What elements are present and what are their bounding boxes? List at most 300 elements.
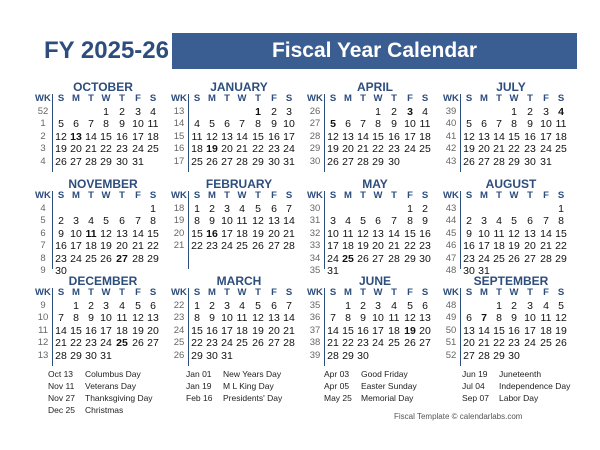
week-number: 36 xyxy=(309,312,321,324)
day-cell: 11 xyxy=(493,227,505,240)
day-cell: 12 xyxy=(132,312,144,325)
day-cell: 20 xyxy=(463,337,475,350)
day-cell: 28 xyxy=(357,155,369,168)
month-name: FEBRUARY xyxy=(205,177,273,191)
day-cell: 17 xyxy=(478,240,490,253)
weekday-header: T xyxy=(255,287,261,298)
week-number: 19 xyxy=(173,215,185,227)
week-row xyxy=(171,106,293,118)
day-cell: 22 xyxy=(191,240,203,253)
day-cell: 23 xyxy=(357,337,369,350)
week-number: 50 xyxy=(445,324,457,336)
holiday-date: Apr 05 xyxy=(324,381,350,391)
day-cell: 14 xyxy=(85,130,97,143)
week-number: 13 xyxy=(173,106,185,117)
weekday-header: S xyxy=(285,93,293,104)
week-row xyxy=(35,350,157,362)
weekday-header: M xyxy=(480,93,488,104)
day-cell: 3 xyxy=(543,106,549,118)
holiday-name: Christmas xyxy=(85,405,124,415)
day-cell: 3 xyxy=(135,106,141,118)
day-cell: 31 xyxy=(100,349,112,362)
weekday-header: S xyxy=(465,287,473,298)
day-cell: 22 xyxy=(404,240,416,253)
day-cell: 7 xyxy=(239,118,245,131)
day-cell: 27 xyxy=(524,252,536,265)
month-name: JULY xyxy=(496,80,526,94)
weekday-header: S xyxy=(193,190,201,201)
day-cell: 30 xyxy=(508,349,520,362)
holiday-date: Nov 11 xyxy=(48,381,75,391)
day-cell: 5 xyxy=(466,118,472,131)
weekday-header: F xyxy=(271,287,277,298)
week-number: 52 xyxy=(37,106,49,117)
weekday-header: W xyxy=(509,287,519,298)
day-cell: 7 xyxy=(543,215,549,228)
holiday-name: Memorial Day xyxy=(361,393,414,403)
week-row xyxy=(443,300,565,312)
day-cell: 3 xyxy=(103,300,109,312)
day-cell: 4 xyxy=(194,118,200,131)
holiday-item xyxy=(48,392,153,404)
weekday-header: S xyxy=(285,287,293,298)
week-row xyxy=(443,337,565,349)
day-cell: 13 xyxy=(268,312,280,325)
day-cell: 29 xyxy=(404,252,416,265)
day-cell: 1 xyxy=(345,300,351,312)
day-cell: 11 xyxy=(236,312,248,325)
holiday-item xyxy=(462,368,570,380)
week-row xyxy=(171,240,293,252)
day-cell: 30 xyxy=(206,349,218,362)
day-cell: 16 xyxy=(206,227,218,240)
weekday-header: F xyxy=(407,93,413,104)
day-cell: 7 xyxy=(360,118,366,131)
day-cell: 15 xyxy=(70,324,82,337)
day-cell: 10 xyxy=(70,227,82,240)
day-cell: 24 xyxy=(327,252,339,265)
day-cell: 9 xyxy=(119,118,125,131)
day-cell: 23 xyxy=(206,240,218,253)
day-cell: 13 xyxy=(221,130,233,143)
day-cell: 4 xyxy=(239,300,245,312)
day-cell: 1 xyxy=(511,106,517,118)
week-row xyxy=(443,253,565,265)
day-cell: 5 xyxy=(58,118,64,131)
day-cell: 4 xyxy=(119,300,125,312)
day-cell: 26 xyxy=(100,252,112,265)
weekday-header: T xyxy=(88,93,94,104)
day-cell: 11 xyxy=(555,118,567,131)
day-cell: 26 xyxy=(55,155,67,168)
day-cell: 30 xyxy=(357,349,369,362)
weekday-header: S xyxy=(57,287,65,298)
day-cell: 21 xyxy=(55,337,67,350)
week-number-header: WK xyxy=(35,287,51,298)
day-cell: 10 xyxy=(327,227,339,240)
day-cell: 9 xyxy=(209,215,215,228)
day-cell: 23 xyxy=(524,143,536,156)
weekday-header: T xyxy=(224,287,230,298)
day-cell: 29 xyxy=(555,252,567,265)
weekday-header: T xyxy=(391,93,397,104)
week-row xyxy=(307,253,429,265)
day-cell: 6 xyxy=(150,300,156,312)
day-cell: 9 xyxy=(466,227,472,240)
day-cell: 14 xyxy=(478,324,490,337)
day-cell: 15 xyxy=(508,130,520,143)
day-cell: 18 xyxy=(116,324,128,337)
week-number: 33 xyxy=(309,240,321,252)
day-cell: 29 xyxy=(493,349,505,362)
weekday-header-row xyxy=(307,93,429,105)
week-number: 48 xyxy=(445,300,457,311)
day-cell: 6 xyxy=(527,215,533,228)
week-number: 39 xyxy=(445,106,457,117)
weekday-header: S xyxy=(421,93,429,104)
day-cell: 19 xyxy=(206,143,218,156)
week-number: 35 xyxy=(309,265,321,276)
day-cell: 4 xyxy=(496,215,502,228)
day-cell: 26 xyxy=(463,155,475,168)
month-name: AUGUST xyxy=(485,177,537,191)
day-cell: 16 xyxy=(85,324,97,337)
weekday-header: S xyxy=(149,287,157,298)
day-cell: 9 xyxy=(58,227,64,240)
week-number-header: WK xyxy=(443,190,459,201)
weekday-header: S xyxy=(149,190,157,201)
week-number: 20 xyxy=(173,227,185,239)
weekday-header: S xyxy=(329,190,337,201)
week-number-header: WK xyxy=(35,93,51,104)
weekday-header: M xyxy=(208,190,216,201)
day-cell: 14 xyxy=(493,130,505,143)
day-cell: 7 xyxy=(286,300,292,312)
day-cell: 17 xyxy=(372,324,384,337)
week-number: 16 xyxy=(173,143,185,155)
day-cell: 30 xyxy=(268,155,280,168)
holiday-column xyxy=(186,368,282,404)
month-name: OCTOBER xyxy=(73,80,133,94)
week-row xyxy=(307,325,429,337)
holiday-date: Jan 19 xyxy=(186,381,212,391)
day-cell: 21 xyxy=(283,227,295,240)
week-number: 46 xyxy=(445,240,457,252)
day-cell: 17 xyxy=(404,130,416,143)
week-row xyxy=(171,131,293,143)
week-row xyxy=(171,203,293,215)
day-cell: 10 xyxy=(524,312,536,325)
holiday-date: Sep 07 xyxy=(462,393,489,403)
weekday-header: T xyxy=(496,287,502,298)
week-number: 11 xyxy=(38,324,48,336)
weekday-header: M xyxy=(72,287,80,298)
weekday-header: S xyxy=(465,93,473,104)
day-cell: 13 xyxy=(70,130,82,143)
day-cell: 15 xyxy=(100,130,112,143)
day-cell: 29 xyxy=(191,349,203,362)
day-cell: 21 xyxy=(85,143,97,156)
day-cell: 14 xyxy=(327,324,339,337)
day-cell: 7 xyxy=(496,118,502,131)
day-cell: 20 xyxy=(342,143,354,156)
day-cell: 10 xyxy=(478,227,490,240)
day-cell: 3 xyxy=(527,300,533,312)
week-number: 3 xyxy=(40,143,46,155)
week-row xyxy=(171,228,293,240)
week-row xyxy=(35,240,157,252)
day-cell: 2 xyxy=(119,106,125,118)
week-row xyxy=(307,300,429,312)
day-cell: 3 xyxy=(330,215,336,228)
week-number: 21 xyxy=(173,240,185,252)
week-row xyxy=(443,228,565,240)
calendar-title-banner xyxy=(172,33,577,69)
day-cell: 17 xyxy=(100,324,112,337)
day-cell: 29 xyxy=(252,155,264,168)
day-cell: 31 xyxy=(221,349,233,362)
holiday-name: M L King Day xyxy=(223,381,274,391)
holiday-name: Columbus Day xyxy=(85,369,141,379)
holiday-date: Jan 01 xyxy=(186,369,212,379)
day-cell: 23 xyxy=(55,252,67,265)
day-cell: 9 xyxy=(360,312,366,325)
weekday-header: T xyxy=(527,190,533,201)
day-cell: 12 xyxy=(55,130,67,143)
day-cell: 12 xyxy=(327,130,339,143)
week-row xyxy=(35,106,157,118)
day-cell: 7 xyxy=(58,312,64,325)
day-cell: 31 xyxy=(283,155,295,168)
day-cell: 4 xyxy=(543,300,549,312)
week-number: 47 xyxy=(445,252,457,264)
footer-credit: Fiscal Template © calendarlabs.com xyxy=(394,412,523,421)
week-number: 23 xyxy=(173,312,185,324)
day-cell: 14 xyxy=(132,227,144,240)
day-cell: 4 xyxy=(150,106,156,118)
day-cell: 8 xyxy=(496,312,502,325)
day-cell: 19 xyxy=(508,240,520,253)
day-cell: 27 xyxy=(147,337,159,350)
day-cell: 14 xyxy=(283,312,295,325)
day-cell: 25 xyxy=(236,337,248,350)
day-cell: 8 xyxy=(375,118,381,131)
day-cell: 4 xyxy=(422,106,428,118)
weekday-header: M xyxy=(208,93,216,104)
week-row xyxy=(307,215,429,227)
week-row xyxy=(35,312,157,324)
week-row xyxy=(35,228,157,240)
holiday-name: Presidents' Day xyxy=(223,393,283,403)
day-cell: 17 xyxy=(132,130,144,143)
day-cell: 16 xyxy=(55,240,67,253)
day-cell: 25 xyxy=(191,155,203,168)
day-cell: 8 xyxy=(73,312,79,325)
day-cell: 12 xyxy=(508,227,520,240)
holiday-name: Good Friday xyxy=(361,369,408,379)
day-cell: 3 xyxy=(224,300,230,312)
day-cell: 11 xyxy=(85,227,97,240)
month-name: JUNE xyxy=(358,274,391,288)
day-cell: 26 xyxy=(206,155,218,168)
week-number: 37 xyxy=(309,324,321,336)
day-cell: 8 xyxy=(194,312,200,325)
day-cell: 18 xyxy=(191,143,203,156)
week-row xyxy=(35,300,157,312)
day-cell: 26 xyxy=(555,337,567,350)
week-number: 45 xyxy=(445,227,457,239)
day-cell: 10 xyxy=(404,118,416,131)
holiday-item xyxy=(462,380,570,392)
month-march xyxy=(171,274,293,369)
weekday-header: S xyxy=(193,93,201,104)
week-number: 26 xyxy=(173,349,185,361)
week-row xyxy=(443,143,565,155)
day-cell: 12 xyxy=(404,312,416,325)
holiday-item xyxy=(186,392,282,404)
day-cell: 19 xyxy=(463,143,475,156)
week-number: 28 xyxy=(309,130,321,142)
day-cell: 17 xyxy=(221,324,233,337)
holiday-date: Nov 27 xyxy=(48,393,75,403)
holiday-name: Veterans Day xyxy=(85,381,137,391)
week-number: 5 xyxy=(40,215,46,227)
month-name: SEPTEMBER xyxy=(473,274,549,288)
weekday-header: T xyxy=(119,190,125,201)
week-number: 39 xyxy=(309,349,321,361)
day-cell: 5 xyxy=(255,300,261,312)
day-cell: 14 xyxy=(283,215,295,228)
week-row xyxy=(35,156,157,168)
day-cell: 25 xyxy=(85,252,97,265)
day-cell: 18 xyxy=(236,324,248,337)
week-number: 27 xyxy=(309,118,321,130)
weekday-header: M xyxy=(72,93,80,104)
day-cell: 25 xyxy=(342,252,354,265)
holiday-item xyxy=(186,380,282,392)
day-cell: 23 xyxy=(268,143,280,156)
weekday-header-row xyxy=(443,93,565,105)
day-cell: 21 xyxy=(327,337,339,350)
weekday-header: S xyxy=(193,287,201,298)
week-row xyxy=(307,106,429,118)
day-cell: 18 xyxy=(342,240,354,253)
day-cell: 31 xyxy=(132,155,144,168)
weekday-header: T xyxy=(255,190,261,201)
day-cell: 25 xyxy=(540,337,552,350)
day-cell: 6 xyxy=(119,215,125,228)
day-cell: 15 xyxy=(252,130,264,143)
weekday-header: S xyxy=(285,190,293,201)
week-row xyxy=(307,143,429,155)
day-cell: 24 xyxy=(132,143,144,156)
month-october xyxy=(35,80,157,175)
day-cell: 25 xyxy=(236,240,248,253)
weekday-header: F xyxy=(271,190,277,201)
weekday-header: S xyxy=(557,190,565,201)
day-cell: 22 xyxy=(342,337,354,350)
day-cell: 24 xyxy=(70,252,82,265)
day-cell: 14 xyxy=(357,130,369,143)
day-cell: 26 xyxy=(327,155,339,168)
month-july xyxy=(443,80,565,175)
weekday-header-row xyxy=(171,93,293,105)
day-cell: 15 xyxy=(191,324,203,337)
day-cell: 3 xyxy=(286,106,292,118)
day-cell: 15 xyxy=(555,227,567,240)
day-cell: 16 xyxy=(357,324,369,337)
week-number: 30 xyxy=(309,203,321,214)
day-cell: 19 xyxy=(100,240,112,253)
weekday-header-row xyxy=(171,190,293,202)
weekday-header: T xyxy=(224,93,230,104)
weekday-header-row xyxy=(35,287,157,299)
day-cell: 7 xyxy=(330,312,336,325)
day-cell: 1 xyxy=(150,203,156,215)
week-row xyxy=(171,143,293,155)
week-number-header: WK xyxy=(307,287,323,298)
weekday-header: W xyxy=(237,287,247,298)
day-cell: 18 xyxy=(419,130,431,143)
week-row xyxy=(443,156,565,168)
day-cell: 20 xyxy=(147,324,159,337)
weekday-header: F xyxy=(135,190,141,201)
day-cell: 11 xyxy=(191,130,203,143)
day-cell: 30 xyxy=(419,252,431,265)
week-number: 38 xyxy=(309,337,321,349)
day-cell: 5 xyxy=(255,203,261,215)
day-cell: 27 xyxy=(116,252,128,265)
weekday-header: F xyxy=(407,287,413,298)
week-number: 25 xyxy=(173,337,185,349)
fiscal-year-label: FY 2025-26 xyxy=(44,37,169,64)
day-cell: 1 xyxy=(496,300,502,312)
day-cell: 21 xyxy=(236,143,248,156)
week-number: 29 xyxy=(309,143,321,155)
week-number: 4 xyxy=(40,155,46,167)
day-cell: 20 xyxy=(478,143,490,156)
week-number-header: WK xyxy=(443,287,459,298)
week-number: 12 xyxy=(37,337,49,349)
day-cell: 11 xyxy=(388,312,400,325)
day-cell: 23 xyxy=(116,143,128,156)
day-cell: 20 xyxy=(268,227,280,240)
day-cell: 6 xyxy=(271,300,277,312)
holiday-date: Apr 03 xyxy=(324,369,350,379)
day-cell: 7 xyxy=(481,312,487,325)
day-cell: 6 xyxy=(481,118,487,131)
week-row xyxy=(171,337,293,349)
week-number-header: WK xyxy=(171,287,187,298)
day-cell: 27 xyxy=(463,349,475,362)
day-cell: 15 xyxy=(191,227,203,240)
holiday-name: Juneteenth xyxy=(499,369,542,379)
day-cell: 25 xyxy=(555,143,567,156)
day-cell: 2 xyxy=(511,300,517,312)
weekday-header: T xyxy=(255,93,261,104)
week-number: 26 xyxy=(309,106,321,117)
weekday-header: T xyxy=(527,93,533,104)
week-row xyxy=(171,312,293,324)
day-cell: 12 xyxy=(463,130,475,143)
month-name: DECEMBER xyxy=(68,274,138,288)
day-cell: 11 xyxy=(116,312,128,325)
day-cell: 12 xyxy=(206,130,218,143)
holiday-item xyxy=(186,368,282,380)
week-number: 4 xyxy=(40,203,46,214)
weekday-header: W xyxy=(237,93,247,104)
day-cell: 31 xyxy=(478,265,490,277)
